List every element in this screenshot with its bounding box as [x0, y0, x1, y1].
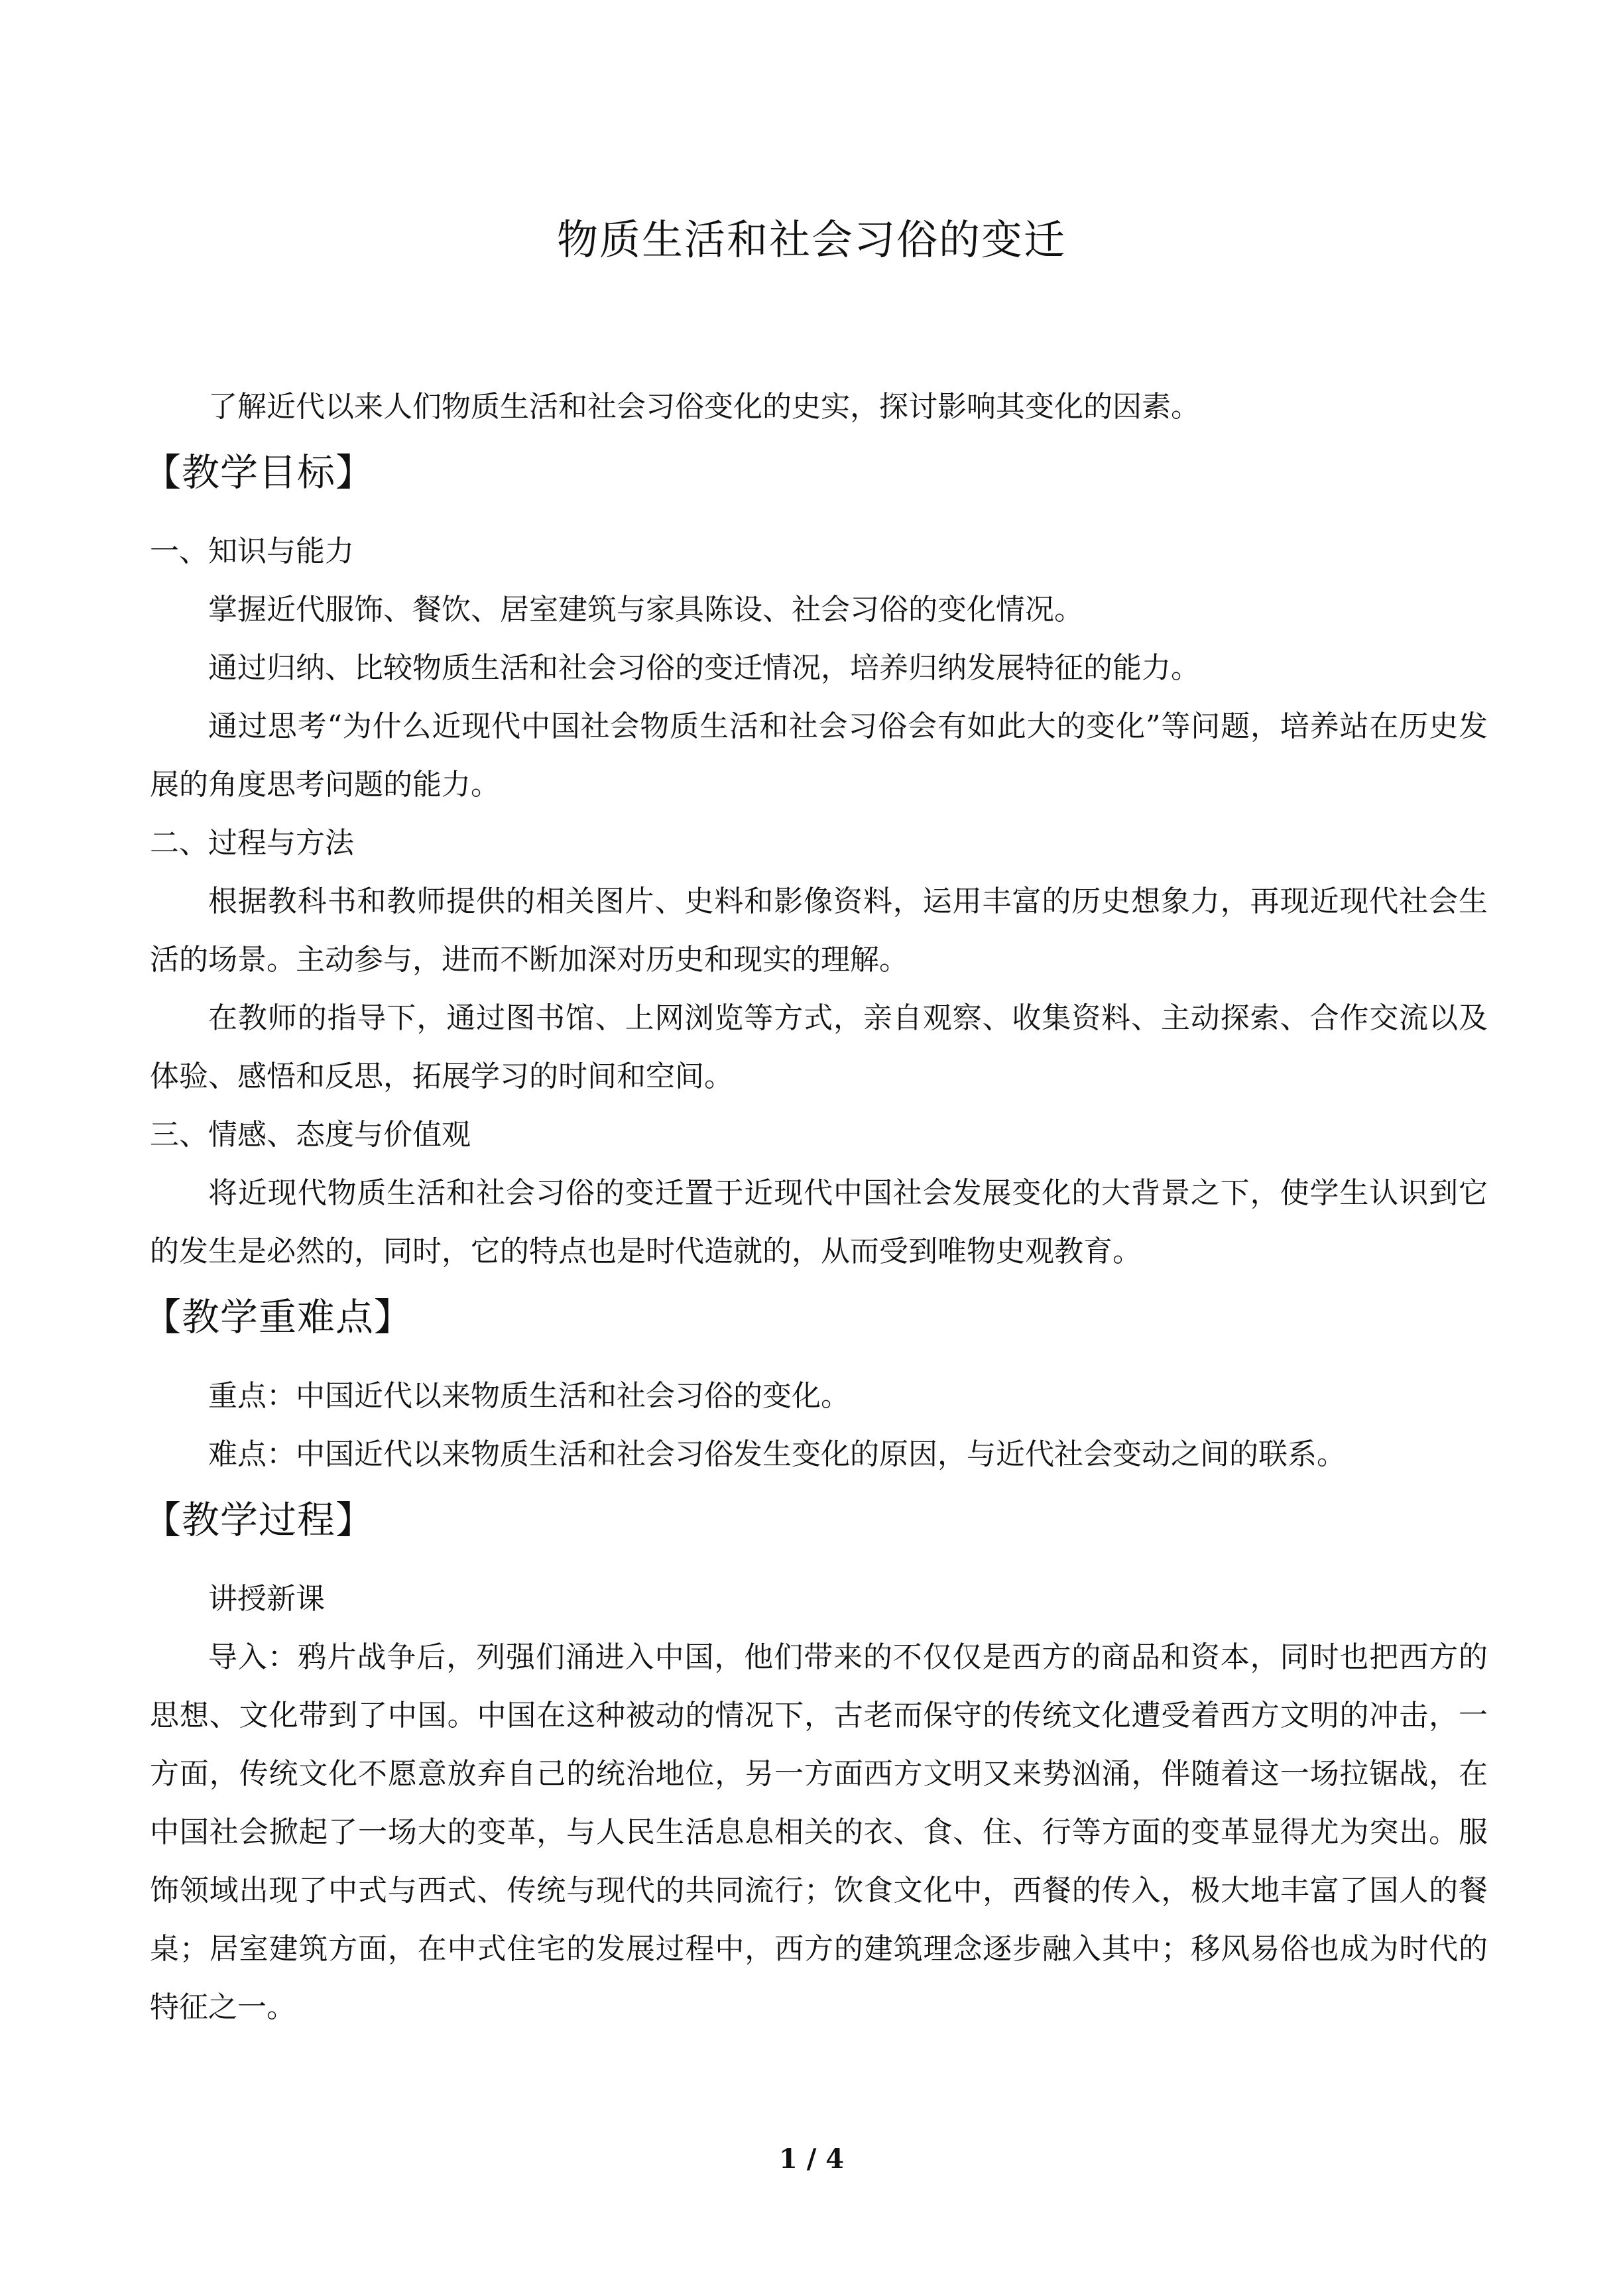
- section-heading-process: 【教学过程】: [143, 1498, 374, 1542]
- paragraph: 在教师的指导下，通过图书馆、上网浏览等方式，亲自观察、收集资料、主动探索、合作交流以及体验、感悟和反思，拓展学习的时间和空间。: [150, 1001, 1488, 1093]
- paragraph: 将近现代物质生活和社会习俗的变迁置于近现代中国社会发展变化的大背景之下，使学生认识到它的发生是必然的，同时，它的特点也是时代造就的，从而受到唯物史观教育。: [150, 1176, 1488, 1268]
- paragraph: 通过思考“为什么近现代中国社会物质生活和社会习俗会有如此大的变化”等问题，培养站在历史发展的角度思考问题的能力。: [150, 709, 1488, 802]
- intro-lecture-paragraph: 导入：鸦片战争后，列强们涌进入中国，他们带来的不仅仅是西方的商品和资本，同时也把西方的思想、文化带到了中国。中国在这种被动的情况下，古老而保守的传统文化遭受着西方文明的冲击，一方面，传统文化不愿意放弃自己的统治地位，另一方面西方文明又来势汹涌，伴随着这一场拉锯战，在中国社会掀起了一场大的变革，与人民生活息息相关的衣、食、住、行等方面的变革显得尤为突出。服饰领域出现了中式与西式、传统与现代的共同流行；饮食文化中，西餐的传入，极大地丰富了国人的餐桌；居室建筑方面，在中式住宅的发展过程中，西方的建筑理念逐步融入其中；移风易俗也成为时代的特征之一。: [150, 1640, 1488, 2024]
- document-body: [143, 378, 1488, 2037]
- subsection-heading-values: 三、情感、态度与价值观: [150, 1118, 471, 1152]
- paragraph: 通过归纳、比较物质生活和社会习俗的变迁情况，培养归纳发展特征的能力。: [208, 651, 1200, 685]
- subsection-heading-process: 二、过程与方法: [150, 826, 354, 860]
- paragraph: 掌握近代服饰、餐饮、居室建筑与家具陈设、社会习俗的变化情况。: [208, 593, 1083, 627]
- key-point-paragraph: 重点：中国近代以来物质生活和社会习俗的变化。: [208, 1379, 850, 1413]
- page-number: 1 / 4: [778, 2144, 845, 2175]
- difficult-point-paragraph: 难点：中国近代以来物质生活和社会习俗发生变化的原因，与近代社会变动之间的联系。: [208, 1437, 1346, 1471]
- intro-paragraph: 了解近代以来人们物质生活和社会习俗变化的史实，探讨影响其变化的因素。: [208, 390, 1200, 424]
- subsection-label-lecture: 讲授新课: [208, 1582, 325, 1616]
- paragraph: 根据教科书和教师提供的相关图片、史料和影像资料，运用丰富的历史想象力，再现近现代社会生活的场景。主动参与，进而不断加深对历史和现实的理解。: [150, 884, 1488, 977]
- section-heading-keypoints: 【教学重难点】: [143, 1296, 412, 1339]
- section-heading-objectives: 【教学目标】: [143, 451, 374, 495]
- subsection-heading-knowledge: 一、知识与能力: [150, 534, 354, 568]
- document-title: 物质生活和社会习俗的变迁: [556, 215, 1066, 264]
